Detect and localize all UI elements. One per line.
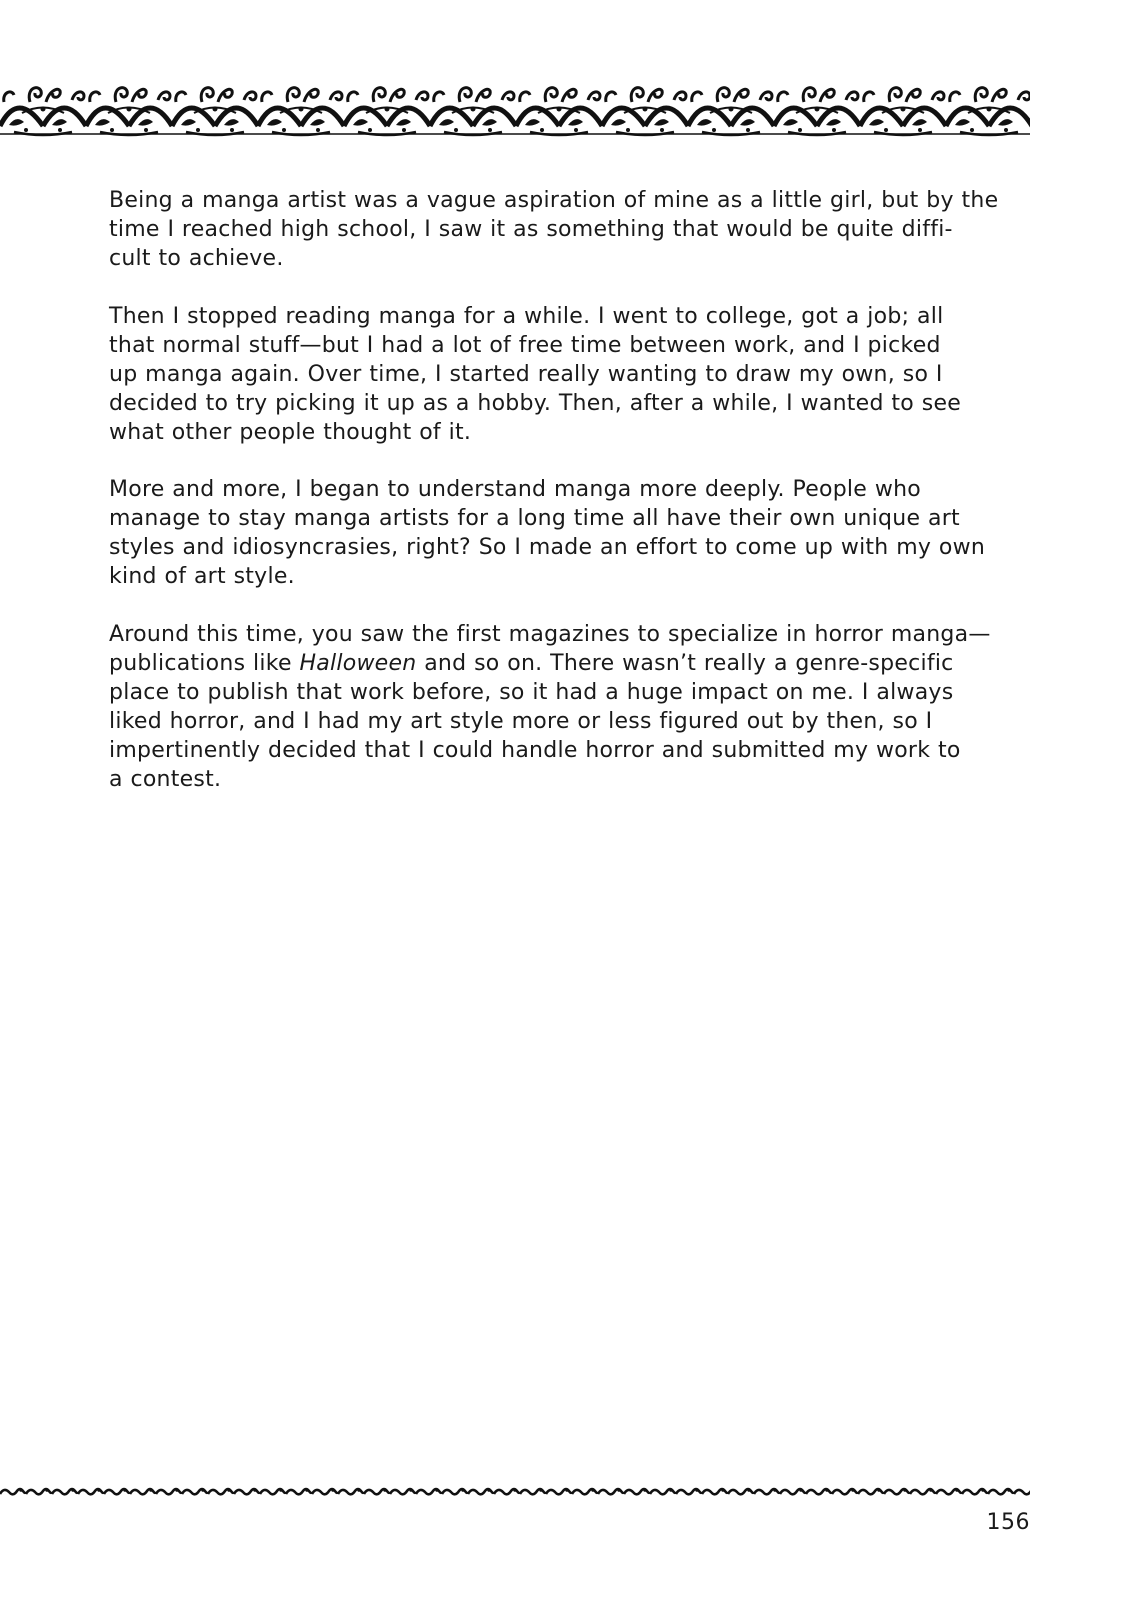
paragraph-4-before: Around this time, you saw the first magazines to specialize in horror manga— publications like <box>109 621 991 676</box>
paragraph-4-after: and so on. There wasn’t really a genre-specific place to publish that work before, so it had a huge impact on me. I always liked horror, and I had my art style more or less figured out by then, so I impertinently decided that I could handle horror and submitted my work to a contest. <box>109 650 961 792</box>
article-body <box>109 186 1029 822</box>
paragraph-3: More and more, I began to understand manga more deeply. People who manage to stay manga artists for a long time all have their own unique art styles and idiosyncrasies, right? So I made an effort to come up with my own kind of art style. <box>109 477 986 589</box>
bottom-wave-border-icon <box>0 1482 1030 1504</box>
paragraph-1: Being a manga artist was a vague aspiration of mine as a little girl, but by the time I reached high school, I saw it as something that would be quite diffi- cult to achieve. <box>109 188 999 271</box>
top-ornamental-border-icon <box>0 78 1030 138</box>
paragraph-2: Then I stopped reading manga for a while. I went to college, got a job; all that normal stuff—but I had a lot of free time between work, and I picked up manga again. Over time, I started really wanting to draw my own, so I decided to try picking it up as a hobby. Then, after a while, I wanted to see what other people thought of it. <box>109 303 962 445</box>
magazine-title-halloween: Halloween <box>299 650 417 676</box>
paragraph-4 <box>109 620 1029 794</box>
page-number: 156 <box>986 1510 1030 1535</box>
